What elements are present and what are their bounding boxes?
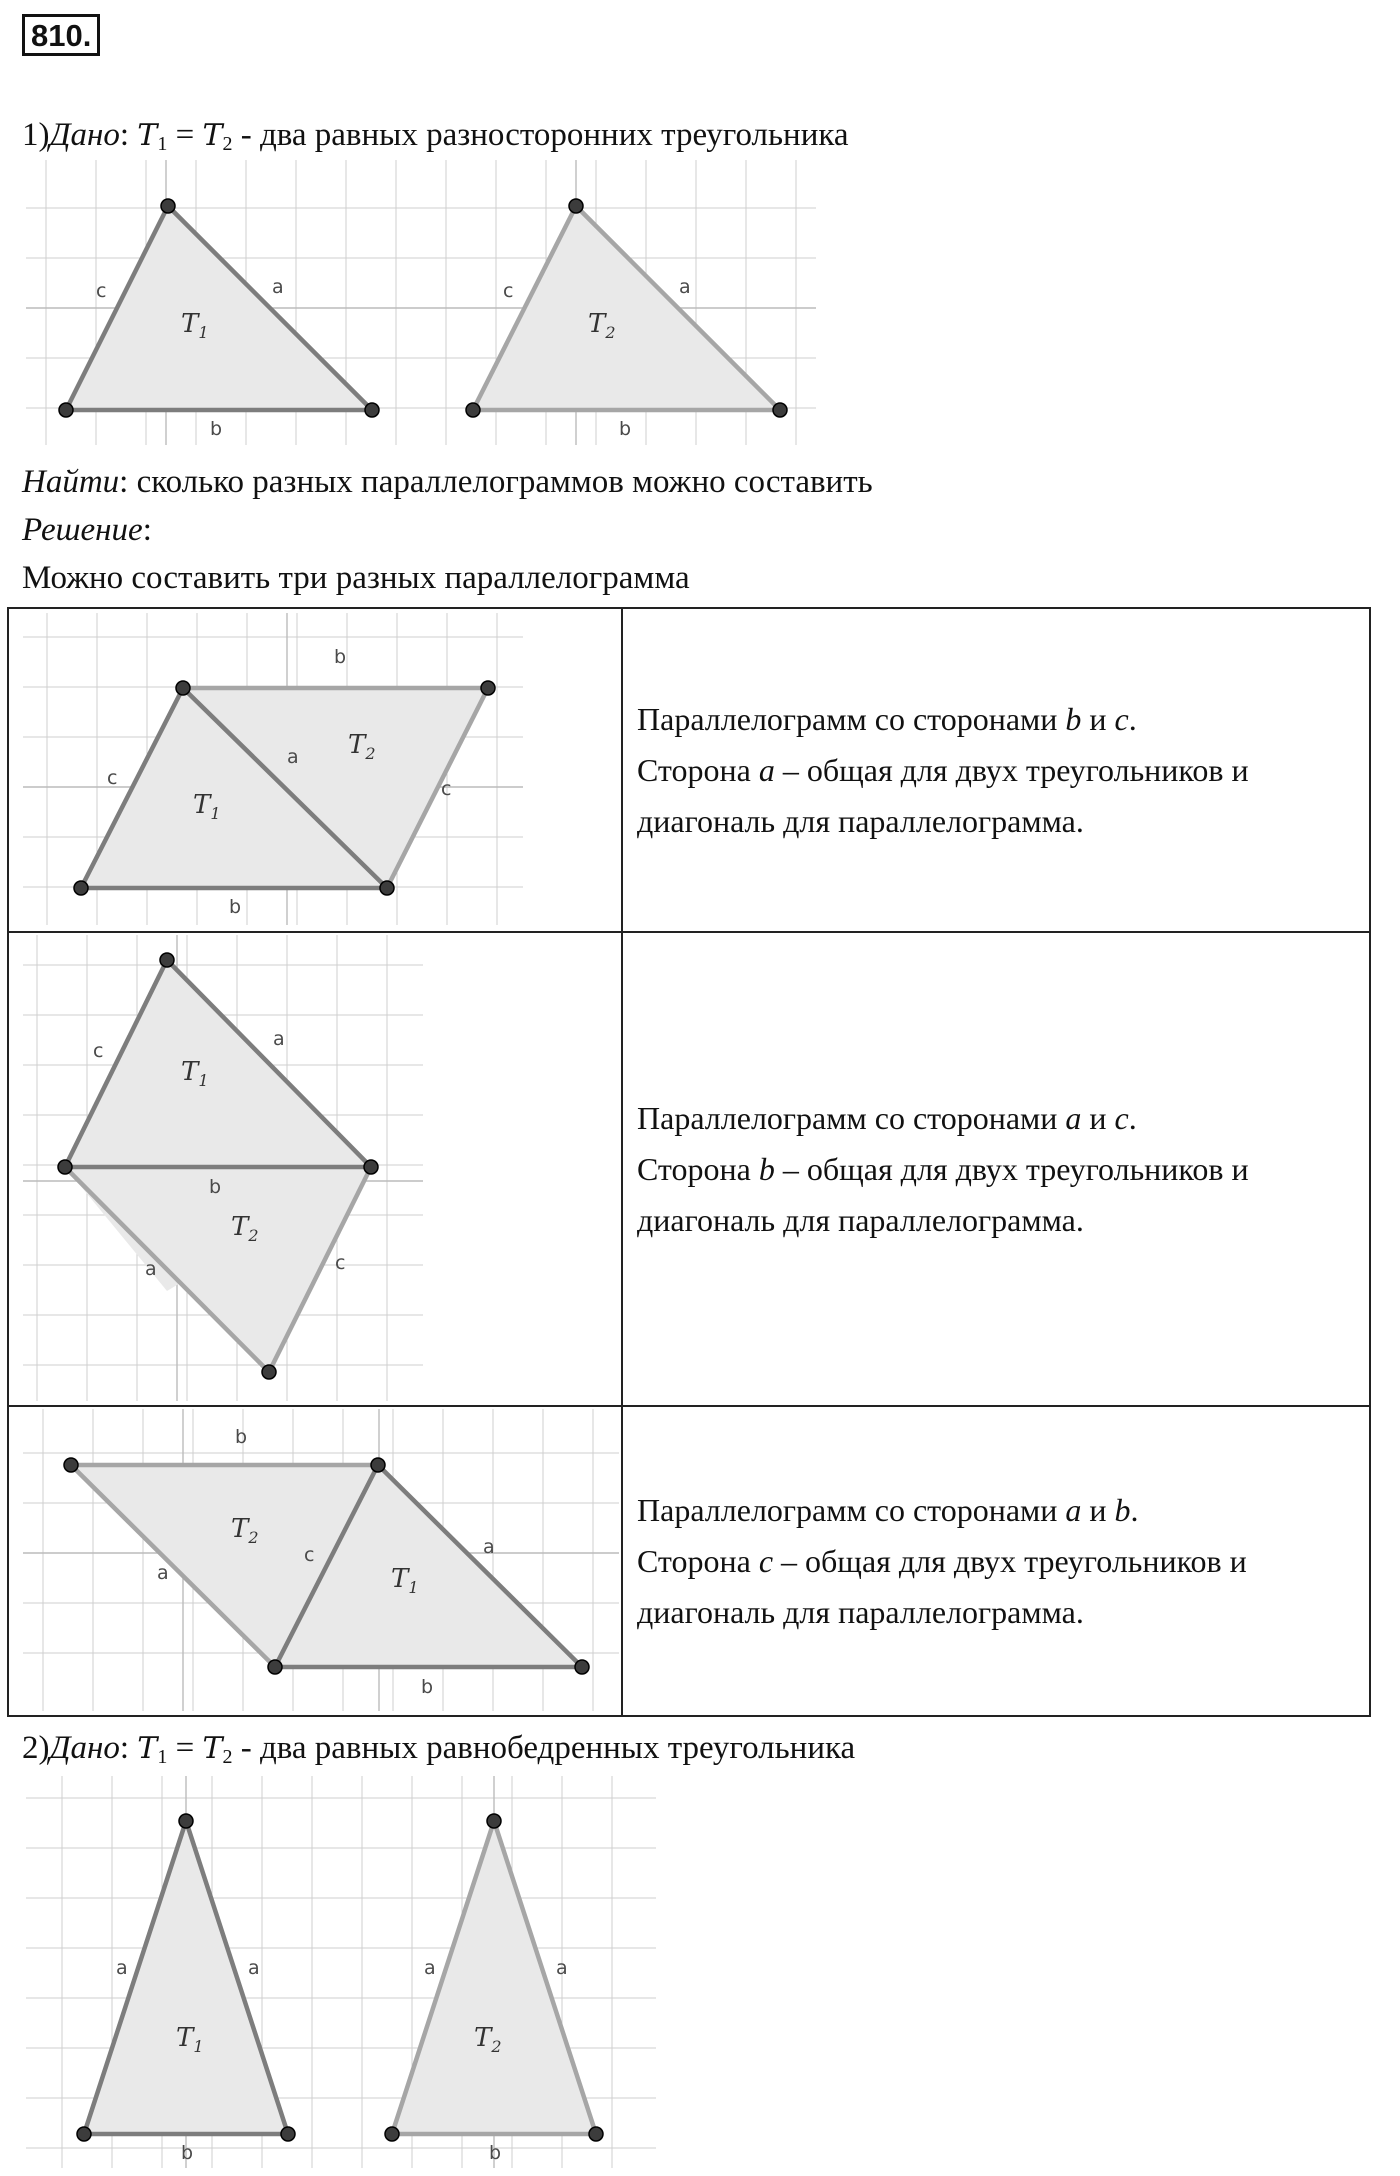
side-symbol: b [758,1150,775,1187]
side-c-label: c [107,767,118,789]
side-b-label: b [489,2142,502,2164]
side-c-label: c [503,280,514,302]
isosceles-triangles-figure [26,1776,666,2168]
side-b-label: b [209,1176,222,1198]
desc-text: Сторона [637,1542,759,1579]
t2-label: $T_2$ [231,1514,259,1547]
t1-label: $T_1$ [391,1564,419,1597]
side-symbol: c [758,1542,774,1579]
given-colon: : [119,117,130,153]
parallelogram-ac-figure [23,935,423,1405]
t2-symbol: T [202,118,223,153]
side-a-label: a [157,1562,169,1584]
side-a-label: a [116,1957,128,1979]
desc-line-3: диагональ для параллелограмма. [637,802,1084,839]
side-c-label: c [441,778,452,800]
t1-label: $T_1$ [176,2023,204,2056]
equals-sign: = [175,117,195,153]
side-symbol: c [1114,1099,1129,1136]
side-a-label: a [272,276,284,298]
side-symbol: b [1065,700,1082,737]
figure-cell [8,1406,622,1716]
parallelogram-table [7,607,1371,1717]
desc-line-3: диагональ для параллелограмма. [637,1201,1084,1238]
t2-label: $T_2$ [588,309,616,342]
find-text: : сколько разных параллелограммов можно составить [119,464,873,500]
side-b-label: b [334,646,347,668]
desc-line-2 [637,1144,1369,1195]
t2-subscript: 2 [222,133,233,155]
description-cell [622,932,1370,1406]
side-b-label: b [181,2142,194,2164]
side-c-label: c [93,1040,104,1062]
t2-label: $T_2$ [474,2023,502,2056]
desc-line-1 [637,694,1369,745]
desc-text: Параллелограмм со сторонами [637,1491,1066,1528]
side-a-label: a [424,1957,436,1979]
side-b-label: b [210,418,223,440]
triangle-t2 [466,199,787,440]
side-a-label: a [248,1957,260,1979]
part1-prefix: 1) [22,117,50,153]
table-row [8,932,1370,1406]
scalene-triangles-figure [26,160,826,450]
side-b-label: b [229,896,242,918]
desc-text: – общая для двух треугольников и [774,1150,1249,1187]
side-a-label: a [273,1028,285,1050]
side-symbol: b [1114,1491,1131,1528]
table-row [8,608,1370,932]
desc-text: . [1130,1491,1139,1528]
problem-number: 810. [22,14,100,56]
t2-symbol: T [202,1731,223,1766]
given-label: Дано [49,1730,120,1766]
figure-cell [8,608,622,932]
desc-line-1 [637,1093,1369,1144]
desc-text: Параллелограмм со сторонами [637,700,1066,737]
description-cell [622,1406,1370,1716]
side-symbol: a [758,751,775,788]
desc-text: и [1081,1099,1115,1136]
desc-line-1 [637,1485,1369,1536]
t2-label: $T_2$ [231,1212,259,1245]
equals-sign: = [175,1730,195,1766]
description-cell [622,608,1370,932]
desc-line-3: диагональ для параллелограмма. [637,1593,1084,1630]
answer-line: Можно составить три разных параллелограмма [22,560,690,596]
triangle-t1 [59,199,379,440]
part2-given-line [22,1728,855,1777]
side-a-label: a [679,276,691,298]
side-a-label: a [556,1957,568,1979]
side-symbol: a [1065,1099,1082,1136]
side-b-label: b [619,418,632,440]
side-a-label: a [145,1258,157,1280]
t1-subscript: 1 [157,1746,168,1768]
isosceles-t2 [385,1814,603,2164]
side-a-label: a [483,1536,495,1558]
side-c-label: c [304,1544,315,1566]
part2-prefix: 2) [22,1730,50,1766]
find-line [22,462,873,502]
side-c-label: c [335,1252,346,1274]
t1-symbol: T [137,118,158,153]
desc-text: – общая для двух треугольников и [773,1542,1247,1579]
t2-subscript: 2 [222,1746,233,1768]
figure-cell [8,932,622,1406]
desc-line-2 [637,1536,1369,1587]
desc-text: и [1081,1491,1115,1528]
given-text: - два равных равнобедренных треугольника [240,1730,856,1766]
parallelogram-ab-figure [23,1409,619,1715]
solution-line [22,510,152,550]
table-row [8,1406,1370,1716]
desc-text: . [1128,700,1137,737]
given-text: - два равных разносторонних треугольника [240,117,849,153]
t1-label: $T_1$ [181,1057,209,1090]
side-symbol: a [1065,1491,1082,1528]
given-label: Дано [49,117,120,153]
find-label: Найти [22,464,120,500]
desc-text: Сторона [637,751,759,788]
side-a-label: a [287,746,299,768]
t1-label: $T_1$ [193,790,221,823]
t1-label: $T_1$ [181,309,209,342]
solution-label: Решение [22,512,143,548]
desc-text: Сторона [637,1150,759,1187]
given-colon: : [119,1730,130,1766]
t2-label: $T_2$ [348,730,376,763]
desc-text: Параллелограмм со сторонами [637,1099,1066,1136]
desc-text: . [1128,1099,1137,1136]
side-c-label: c [96,280,107,302]
side-b-label: b [235,1426,248,1448]
side-symbol: c [1114,700,1129,737]
part1-given-line [22,115,849,164]
desc-text: – общая для двух треугольников и [774,751,1249,788]
parallelogram-bc-figure [23,613,523,929]
t1-subscript: 1 [157,133,168,155]
desc-line-2 [637,745,1369,796]
side-b-label: b [421,1676,434,1698]
solution-colon: : [142,512,152,548]
desc-text: и [1081,700,1115,737]
t1-symbol: T [137,1731,158,1766]
